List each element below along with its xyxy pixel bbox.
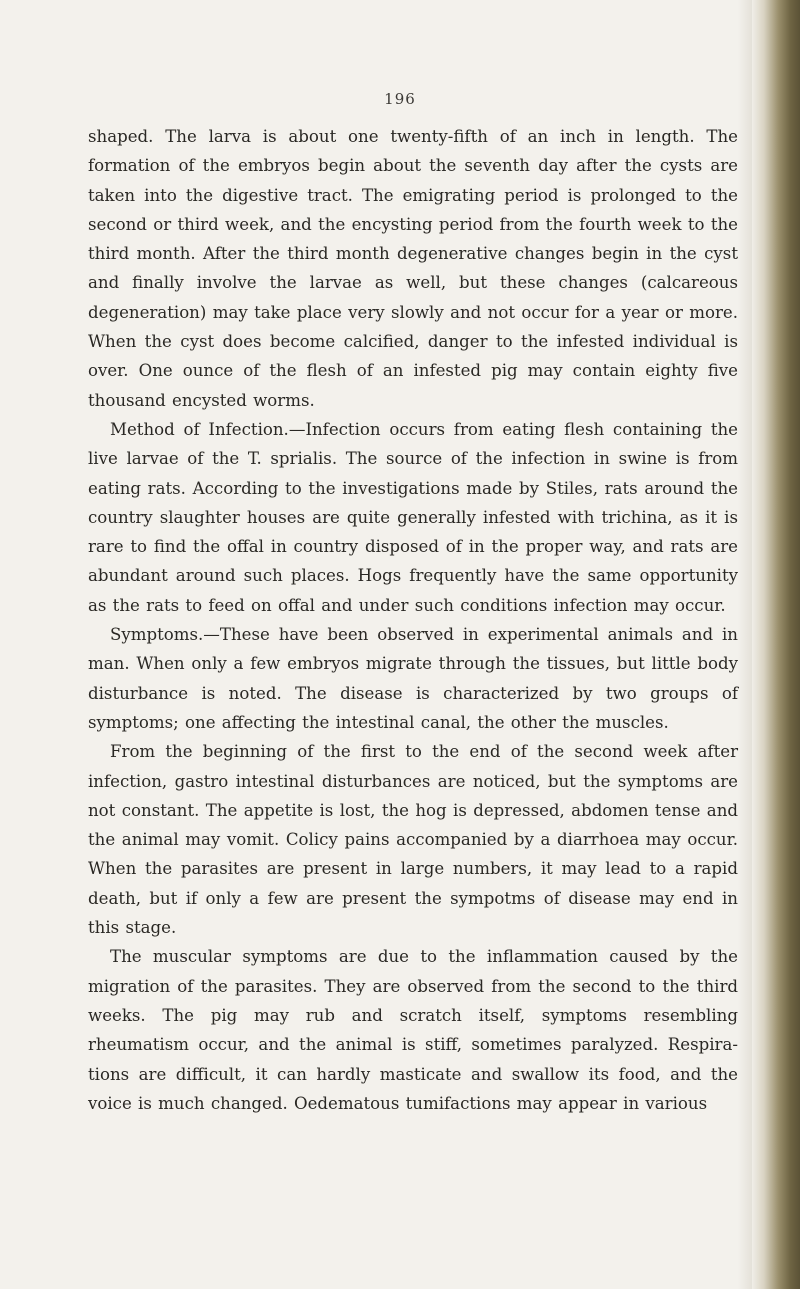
paragraph-text: shaped. The larva is about one twenty-fifth of an inch in length. The formation of the embryos begin about the seventh day after the cysts are taken into the digestive tract. The emigrating period is prolonged to the second or third week, and the encysting period from the fourth week to the third month. After the third month degenerative changes begin in the cyst and finally involve the larvae as well, but these changes (calcareous degeneration) may take place very slowly and not occur for a year or more. When the cyst does become calcified, danger to the infested individual is over. One ounce of the flesh of an infested pig may contain eighty five thousand encysted worms.	[88, 127, 738, 410]
paragraph-intro	[88, 122, 738, 415]
paragraph-intestinal	[88, 737, 738, 942]
paragraph-method-of-infection	[88, 415, 738, 620]
section-heading: Symptoms.	[110, 625, 204, 645]
page-number: 196	[384, 90, 416, 108]
paragraph-text: —These have been observed in experimental animals and in man. When only a few embryos migrate through the tissues, but little body disturbance is noted. The disease is characterized by two groups of symptoms; one affecting the intestinal canal, the other the muscles.	[88, 625, 738, 732]
paragraph-muscular	[88, 942, 738, 1118]
binding-shadow	[738, 0, 752, 1289]
body-text	[88, 122, 738, 1118]
section-heading: Method of Infection.	[110, 419, 289, 439]
paragraph-text: —Infection occurs from eating flesh containing the live larvae of the T. sprialis. The source of the infection in swine is from eating rats. According to the investigations made by Stiles, rats around the country slaughter houses are quite generally infested with trichina, as it is rare to find the offal in country disposed of in the proper way, and rats are abundant around such places. Hogs frequently have the same opportunity as the rats to feed on offal and under such conditions infection may occur.	[88, 419, 739, 615]
paragraph-text: The muscular symptoms are due to the inflammation caused by the migration of the parasites. They are observed from the second to the third weeks. The pig may rub and scratch itself, symptoms resembling rheumatism occur, and the animal is stiff, sometimes paralyzed. Respirations are difficult, it can hardly masticate and swallow its food, and the voice is much changed. Oedematous tumifactions may appear in various	[88, 947, 738, 1113]
paragraph-symptoms	[88, 620, 738, 737]
paragraph-text: From the beginning of the first to the end of the second week after infection, gastro intestinal disturbances are noticed, but the symptoms are not constant. The appetite is lost, the hog is depressed, abdomen tense and the animal may vomit. Colicy pains accompanied by a diarrhoea may occur. When the parasites are present in large numbers, it may lead to a rapid death, but if only a few are present the sympotms of disease may end in this stage.	[88, 742, 738, 938]
book-binding-edge	[752, 0, 800, 1289]
